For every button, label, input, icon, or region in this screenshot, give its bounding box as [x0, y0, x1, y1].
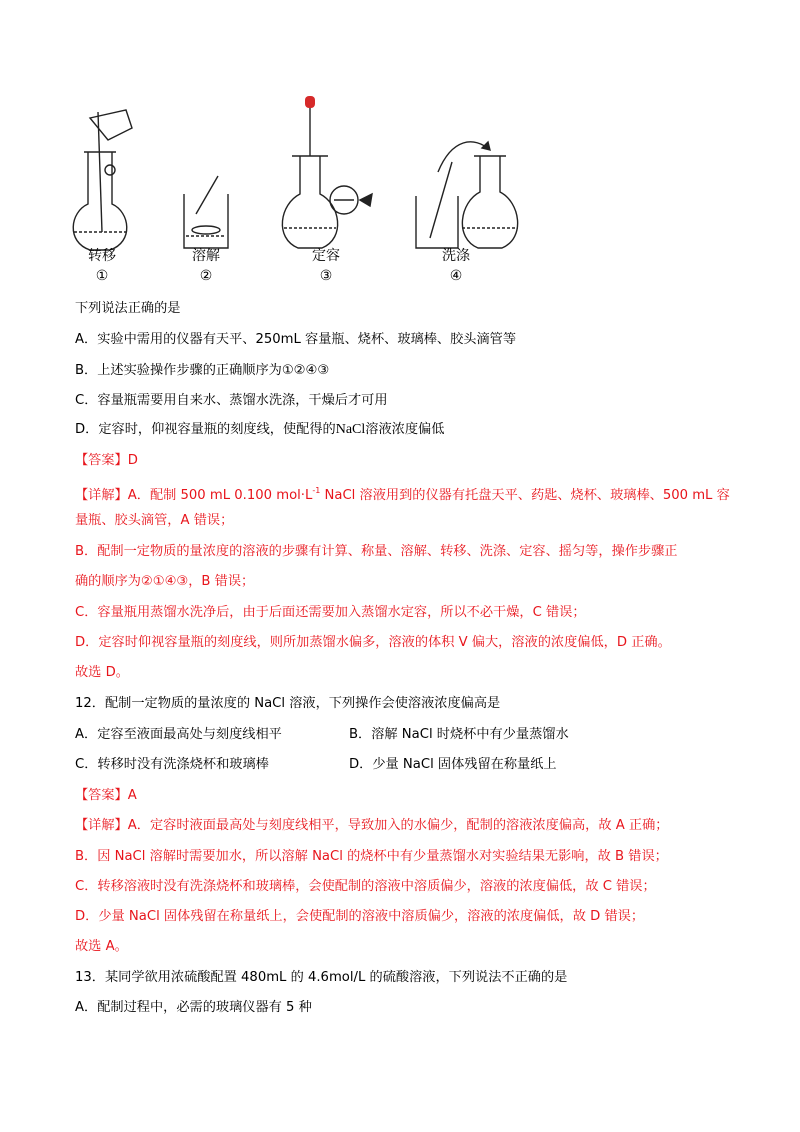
q11-detail-3: C．容量瓶用蒸馏水洗净后，由于后面还需要加入蒸馏水定容，所以不必干燥，C 错误； — [75, 605, 586, 620]
q11-option-c: C．容量瓶需要用自来水、蒸馏水洗涤，干燥后才可用 — [75, 393, 388, 408]
q11-option-d: D．定容时，仰视容量瓶的刻度线，使配得的NaCl溶液浓度偏低 — [75, 422, 445, 437]
q12-detail-1: 【详解】A．定容时液面最高处与刻度线相平，导致加入的水偏少，配制的溶液浓度偏高，故 A 正确； — [75, 818, 669, 833]
q13-option-a: A．配制过程中，必需的玻璃仪器有 5 种 — [75, 1000, 312, 1015]
dropper-bulb — [305, 96, 315, 108]
q11-detail-4: D．定容时仰视容量瓶的刻度线，则所加蒸馏水偏多，溶液的体积 V 偏大，溶液的浓度偏低，D 正确。 — [75, 635, 671, 650]
q12-detail-3: C．转移溶液时没有洗涤烧杯和玻璃棒，会使配制的溶液中溶质偏少，溶液的浓度偏低，故 C 错误； — [75, 879, 656, 894]
q11-answer: 【答案】D — [75, 453, 138, 468]
experiment-figure — [60, 92, 520, 290]
q11-detail-1b: 量瓶、胶头滴管，A 错误； — [75, 513, 234, 528]
q11-conclusion: 故选 D。 — [75, 665, 129, 680]
caption-1: 转移 ① — [88, 248, 116, 284]
beaker-dissolve — [184, 176, 228, 248]
q12-option-d: D．少量 NaCl 固体残留在称量纸上 — [349, 757, 557, 772]
q12-stem: 12．配制一定物质的量浓度的 NaCl 溶液，下列操作会使溶液浓度偏高是 — [75, 696, 501, 711]
q13-stem: 13．某同学欲用浓硫酸配置 480mL 的 4.6mol/L 的硫酸溶液，下列说法不正确的是 — [75, 970, 568, 985]
caption-3: 定容 ③ — [312, 248, 340, 284]
q11-detail-2: B．配制一定物质的量浓度的溶液的步骤有计算、称量、溶解、转移、洗涤、定容、摇匀等，操作步骤正 — [75, 544, 678, 559]
q12-option-a: A．定容至液面最高处与刻度线相平 — [75, 727, 282, 742]
q11-detail-2b: 确的顺序为②①④③，B 错误； — [75, 574, 255, 589]
q12-option-b: B．溶解 NaCl 时烧杯中有少量蒸馏水 — [349, 727, 569, 742]
q12-option-c: C．转移时没有洗涤烧杯和玻璃棒 — [75, 757, 269, 772]
q11-stem: 下列说法正确的是 — [75, 301, 181, 316]
q12-conclusion: 故选 A。 — [75, 939, 128, 954]
caption-4: 洗涤 ④ — [442, 248, 470, 284]
q12-detail-2: B．因 NaCl 溶解时需要加水，所以溶解 NaCl 的烧杯中有少量蒸馏水对实验结果无影响，故 B 错误； — [75, 849, 668, 864]
q11-option-b: B．上述实验操作步骤的正确顺序为①②④③ — [75, 363, 330, 378]
q11-detail-1: 【详解】A．配制 500 mL 0.100 $mol\cdot L^{-1}$ NaCl 溶液用到的仪器有托盘天平、药匙、烧杯、玻璃棒、500 mL 容 — [75, 486, 730, 503]
caption-2: 溶解 ② — [192, 248, 220, 284]
q11-option-a: A．实验中需用的仪器有天平、250mL 容量瓶、烧杯、玻璃棒、胶头滴管等 — [75, 332, 517, 347]
q12-detail-4: D．少量 NaCl 固体残留在称量纸上，会使配制的溶液中溶质偏少，溶液的浓度偏低，故 D 错误； — [75, 909, 645, 924]
nacl-formula: NaCl — [335, 422, 366, 437]
flask-dilute — [282, 104, 372, 248]
q12-answer: 【答案】A — [75, 788, 137, 803]
flask-wash — [416, 142, 518, 248]
flask-transfer — [73, 110, 132, 250]
